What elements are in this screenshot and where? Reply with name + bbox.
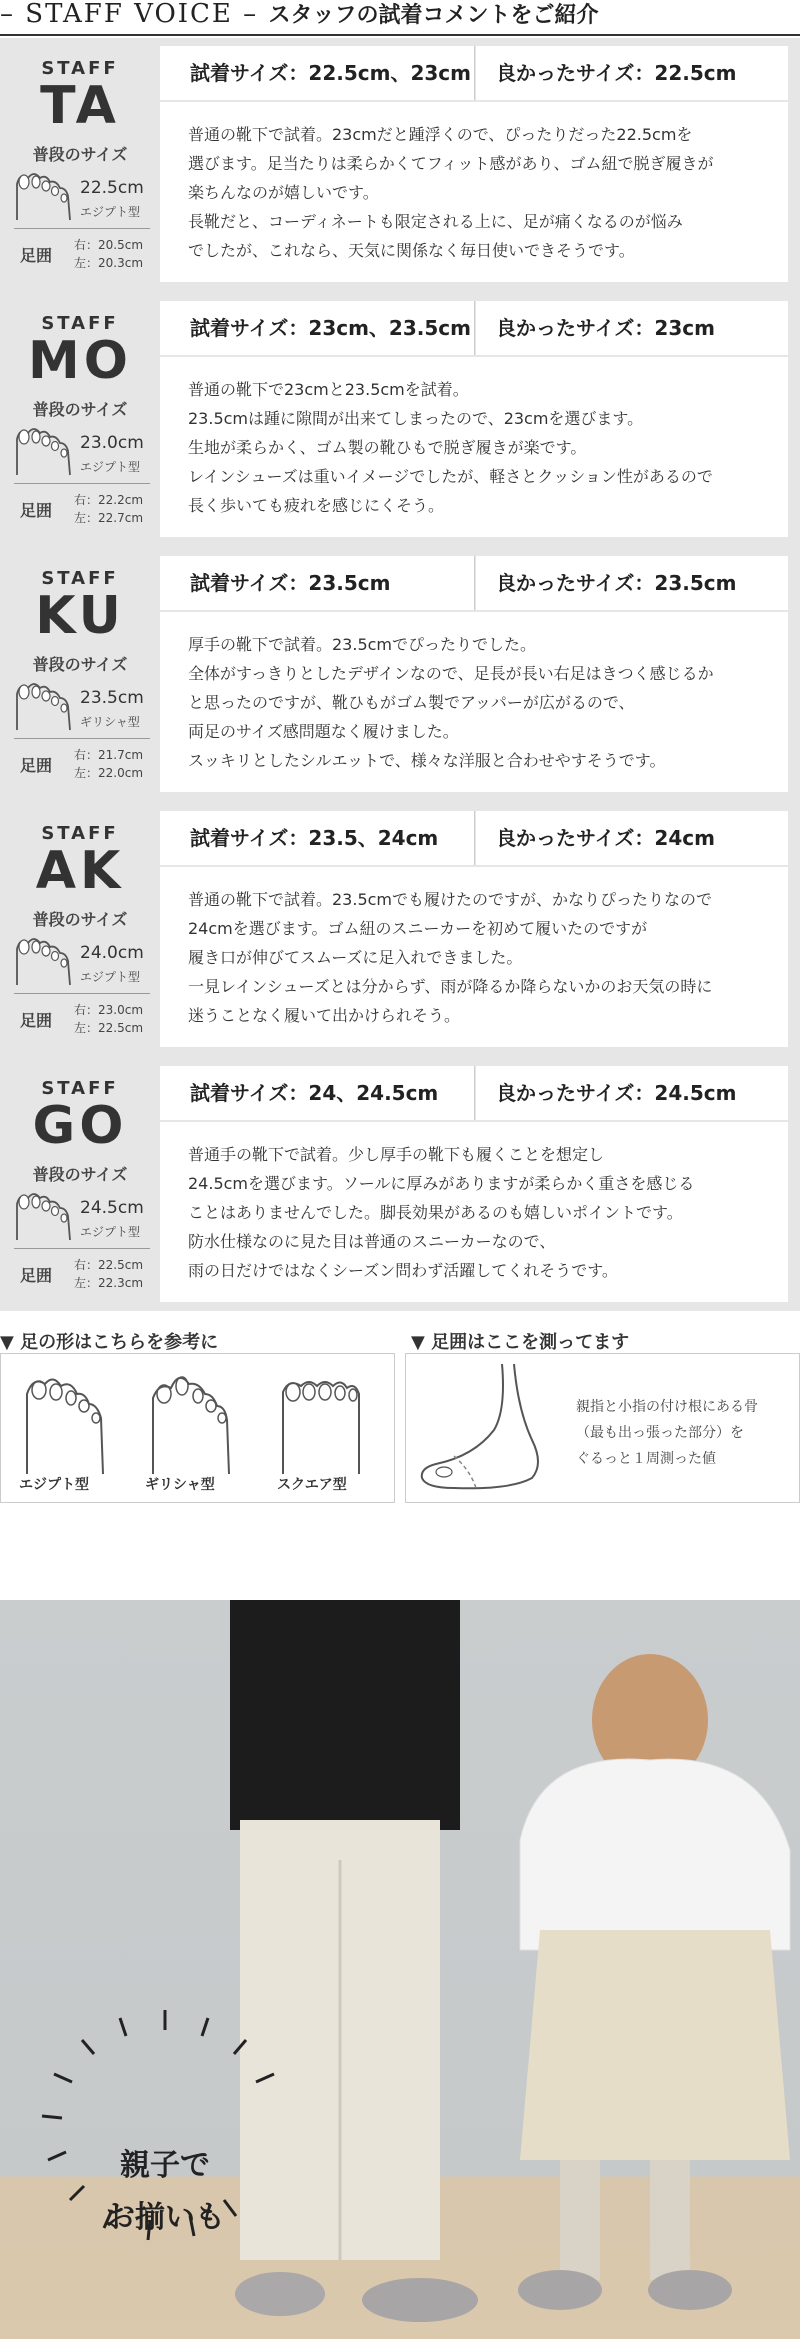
header-title: – STAFF VOICE – スタッフの試着コメントをご紹介 [0,0,599,29]
usual-size-value: 22.5cm [80,178,144,198]
photo-caption-line1: 親子で [120,2148,210,2183]
profile-divider [14,483,150,484]
foot-girth-title: ▼ 足囲はここを測ってます [411,1332,630,1353]
staff-card-mo [0,293,800,548]
girth-label: 足囲 [20,756,53,775]
staff-card-go [0,1058,800,1313]
tried-size: 試着サイズ：23.5、24cm [160,811,475,865]
staff-list [0,38,800,1311]
staff-initials: MO [28,331,132,391]
foot-type-value: エジプト型 [80,970,141,984]
good-size: 良かったサイズ：22.5cm [476,46,788,100]
foot-girth-box [405,1353,800,1503]
square-foot-icon [279,1364,369,1484]
tried-size: 試着サイズ：23cm、23.5cm [160,301,475,355]
staff-comment: 普通手の靴下で試着。少し厚手の靴下も履くことを想定し 24.5cmを選びます。ソールに厚みがありますが柔らかく重さを感じる ことはありませんでした。脚長効果があるのも嬉しいポイントです。 防水仕様なのに見た目は普通のスニーカーなので、 雨の日だけではなくシーズン問わず活躍してくれそうです。 [160,1122,788,1302]
staff-label: STAFF [41,1078,119,1099]
photo-caption [100,2140,230,2244]
usual-size-value: 24.5cm [80,1198,144,1218]
staff-comment: 普通の靴下で23cmと23.5cmを試着。 23.5cmは踵に隙間が出来てしまったので、23cmを選びます。 生地が柔らかく、ゴム製の靴ひもで脱ぎ履きが楽です。 レインシューズは重いイメージでしたが、軽さとクッション性があるので 長く歩いても疲れを感じにくそう。 [160,357,788,537]
foot-type-egyptian-label: エジプト型 [19,1477,89,1493]
foot-type-value: エジプト型 [80,205,141,219]
greek-foot-icon [149,1364,239,1484]
girth-left: 左：22.3cm [74,1276,144,1290]
staff-comment: 厚手の靴下で試着。23.5cmでぴったりでした。 全体がすっきりとしたデザインなので、足長が長い右足はきつく感じるか と思ったのですが、靴ひもがゴム製でアッパーが広がるので、 両足のサイズ感問題なく履けました。 スッキリとしたシルエットで、様々な洋服と合わせやすそうです。 [160,612,788,792]
girth-values [74,746,143,782]
usual-size-label: 普段のサイズ [32,145,128,164]
foot-toes-icon [14,1186,76,1242]
photo-caption-line2: お揃いも [105,2200,225,2235]
profile-divider [14,228,150,229]
staff-initials: KU [35,586,125,646]
girth-label: 足囲 [20,1011,53,1030]
girth-right: 右：23.0cm [74,1003,144,1017]
staff-profile [0,293,160,548]
usual-size-value: 23.0cm [80,433,144,453]
girth-left: 左：22.7cm [74,511,144,525]
header-subtitle: スタッフの試着コメントをご紹介 [268,3,599,28]
girth-right: 右：22.5cm [74,1258,144,1272]
staff-label: STAFF [41,823,119,844]
girth-right: 右：22.2cm [74,493,144,507]
foot-side-icon [414,1360,569,1498]
profile-divider [14,993,150,994]
staff-initials: TA [40,76,120,136]
page-header [0,0,800,36]
tried-size: 試着サイズ：24、24.5cm [160,1066,475,1120]
profile-divider [14,1248,150,1249]
girth-left: 左：22.5cm [74,1021,144,1035]
girth-values [74,236,143,272]
staff-comment: 普通の靴下で試着。23cmだと踵浮くので、ぴったりだった22.5cmを 選びます。足当たりは柔らかくてフィット感があり、ゴム紐で脱ぎ履きが 楽ちんなのが嬉しいです。 長靴だと、コーディネートも限定される上に、足が痛くなるのが悩み でしたが、これなら、天気に関係なく毎日使いできそうです。 [160,102,788,282]
staff-profile [0,548,160,803]
foot-type-square-label: スクエア型 [277,1477,347,1493]
staff-card-ak [0,803,800,1058]
girth-label: 足囲 [20,246,53,265]
foot-types-title: ▼ 足の形はこちらを参考に [0,1332,219,1353]
good-size: 良かったサイズ：23cm [476,301,788,355]
usual-size-label: 普段のサイズ [32,655,128,674]
girth-left: 左：20.3cm [74,256,144,270]
girth-label: 足囲 [20,1266,53,1285]
foot-toes-icon [14,931,76,987]
foot-toes-icon [14,676,76,732]
girth-values [74,1001,143,1037]
girth-values [74,1256,143,1292]
girth-right: 右：21.7cm [74,748,144,762]
foot-type-value: ギリシャ型 [80,715,140,729]
foot-type-greek-label: ギリシャ型 [145,1477,215,1493]
girth-right: 右：20.5cm [74,238,144,252]
staff-label: STAFF [41,58,119,79]
foot-type-value: エジプト型 [80,460,141,474]
staff-comment: 普通の靴下で試着。23.5cmでも履けたのですが、かなりぴったりなので 24cmを選びます。ゴム紐のスニーカーを初めて履いたのですが 履き口が伸びてスムーズに足入れできました。 一見レインシューズとは分からず、雨が降るか降らないかのお天気の時に 迷うことなく履いて出かけられそう。 [160,867,788,1047]
usual-size-value: 23.5cm [80,688,144,708]
girth-left: 左：22.0cm [74,766,144,780]
tried-size: 試着サイズ：22.5cm、23cm [160,46,475,100]
header-title-main: STAFF VOICE [25,0,233,29]
foot-types-box [0,1353,395,1503]
staff-card-ta [0,38,800,293]
girth-label: 足囲 [20,501,53,520]
good-size: 良かったサイズ：24cm [476,811,788,865]
staff-profile [0,1058,160,1313]
good-size: 良かったサイズ：23.5cm [476,556,788,610]
staff-label: STAFF [41,313,119,334]
usual-size-label: 普段のサイズ [32,910,128,929]
foot-girth-description: 親指と小指の付け根にある骨 （最も出っ張った部分）を ぐるっと１周測った値 [576,1399,758,1467]
usual-size-label: 普段のサイズ [32,1165,128,1184]
tried-size: 試着サイズ：23.5cm [160,556,475,610]
egyptian-foot-icon [23,1364,113,1484]
girth-values [74,491,143,527]
staff-profile [0,38,160,293]
good-size: 良かったサイズ：24.5cm [476,1066,788,1120]
foot-toes-icon [14,166,76,222]
staff-profile [0,803,160,1058]
usual-size-label: 普段のサイズ [32,400,128,419]
profile-divider [14,738,150,739]
staff-card-ku [0,548,800,803]
foot-toes-icon [14,421,76,477]
staff-initials: AK [35,841,125,901]
usual-size-value: 24.0cm [80,943,144,963]
staff-initials: GO [32,1096,128,1156]
staff-label: STAFF [41,568,119,589]
foot-type-value: エジプト型 [80,1225,141,1239]
